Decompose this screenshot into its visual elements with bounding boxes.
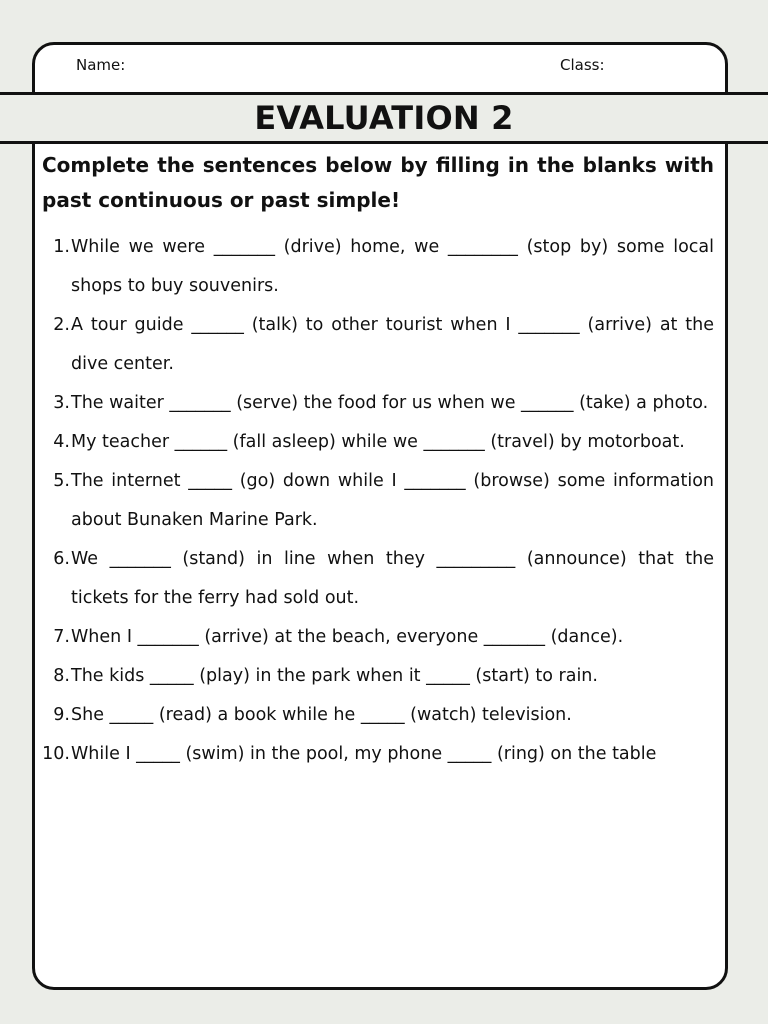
item-number: 6. [53, 549, 70, 569]
item-text: My teacher ______ (fall asleep) while we _______ (travel) by motorboat. [71, 432, 685, 452]
exercise-item [40, 462, 714, 540]
exercise-item [40, 228, 714, 306]
item-number: 7. [53, 627, 70, 647]
exercise-item [40, 735, 714, 774]
item-number: 1. [53, 237, 70, 257]
item-text: While we were _______ (drive) home, we ________ (stop by) some local shops to buy souvenirs. [71, 237, 714, 296]
title-band [0, 92, 768, 144]
exercise-item [40, 384, 714, 423]
item-text: While I _____ (swim) in the pool, my phone _____ (ring) on the table [71, 744, 657, 764]
item-number: 9. [53, 705, 70, 725]
exercise-item [40, 618, 714, 657]
class-label: Class: [560, 56, 605, 74]
item-number: 5. [53, 471, 70, 491]
item-text: She _____ (read) a book while he _____ (watch) television. [71, 705, 572, 725]
page-title: EVALUATION 2 [254, 99, 514, 137]
item-number: 2. [53, 315, 70, 335]
exercise-item [40, 696, 714, 735]
item-text: When I _______ (arrive) at the beach, everyone _______ (dance). [71, 627, 624, 647]
item-number: 4. [53, 432, 70, 452]
item-text: The kids _____ (play) in the park when it _____ (start) to rain. [71, 666, 598, 686]
exercise-list [40, 228, 714, 774]
item-text: We _______ (stand) in line when they _________ (announce) that the tickets for the ferry had sold out. [71, 549, 714, 608]
exercise-item [40, 657, 714, 696]
item-text: The waiter _______ (serve) the food for us when we ______ (take) a photo. [71, 393, 709, 413]
item-number: 10. [42, 744, 70, 764]
instructions: Complete the sentences below by filling in the blanks with past continuous or past simple! [42, 153, 714, 212]
item-number: 8. [53, 666, 70, 686]
item-text: The internet _____ (go) down while I _______ (browse) some information about Bunaken Marine Park. [71, 471, 714, 530]
exercise-item [40, 306, 714, 384]
name-label: Name: [76, 56, 126, 74]
item-text: A tour guide ______ (talk) to other tourist when I _______ (arrive) at the dive center. [71, 315, 714, 374]
item-number: 3. [53, 393, 70, 413]
exercise-item [40, 540, 714, 618]
student-info-row [76, 56, 616, 76]
exercise-item [40, 423, 714, 462]
